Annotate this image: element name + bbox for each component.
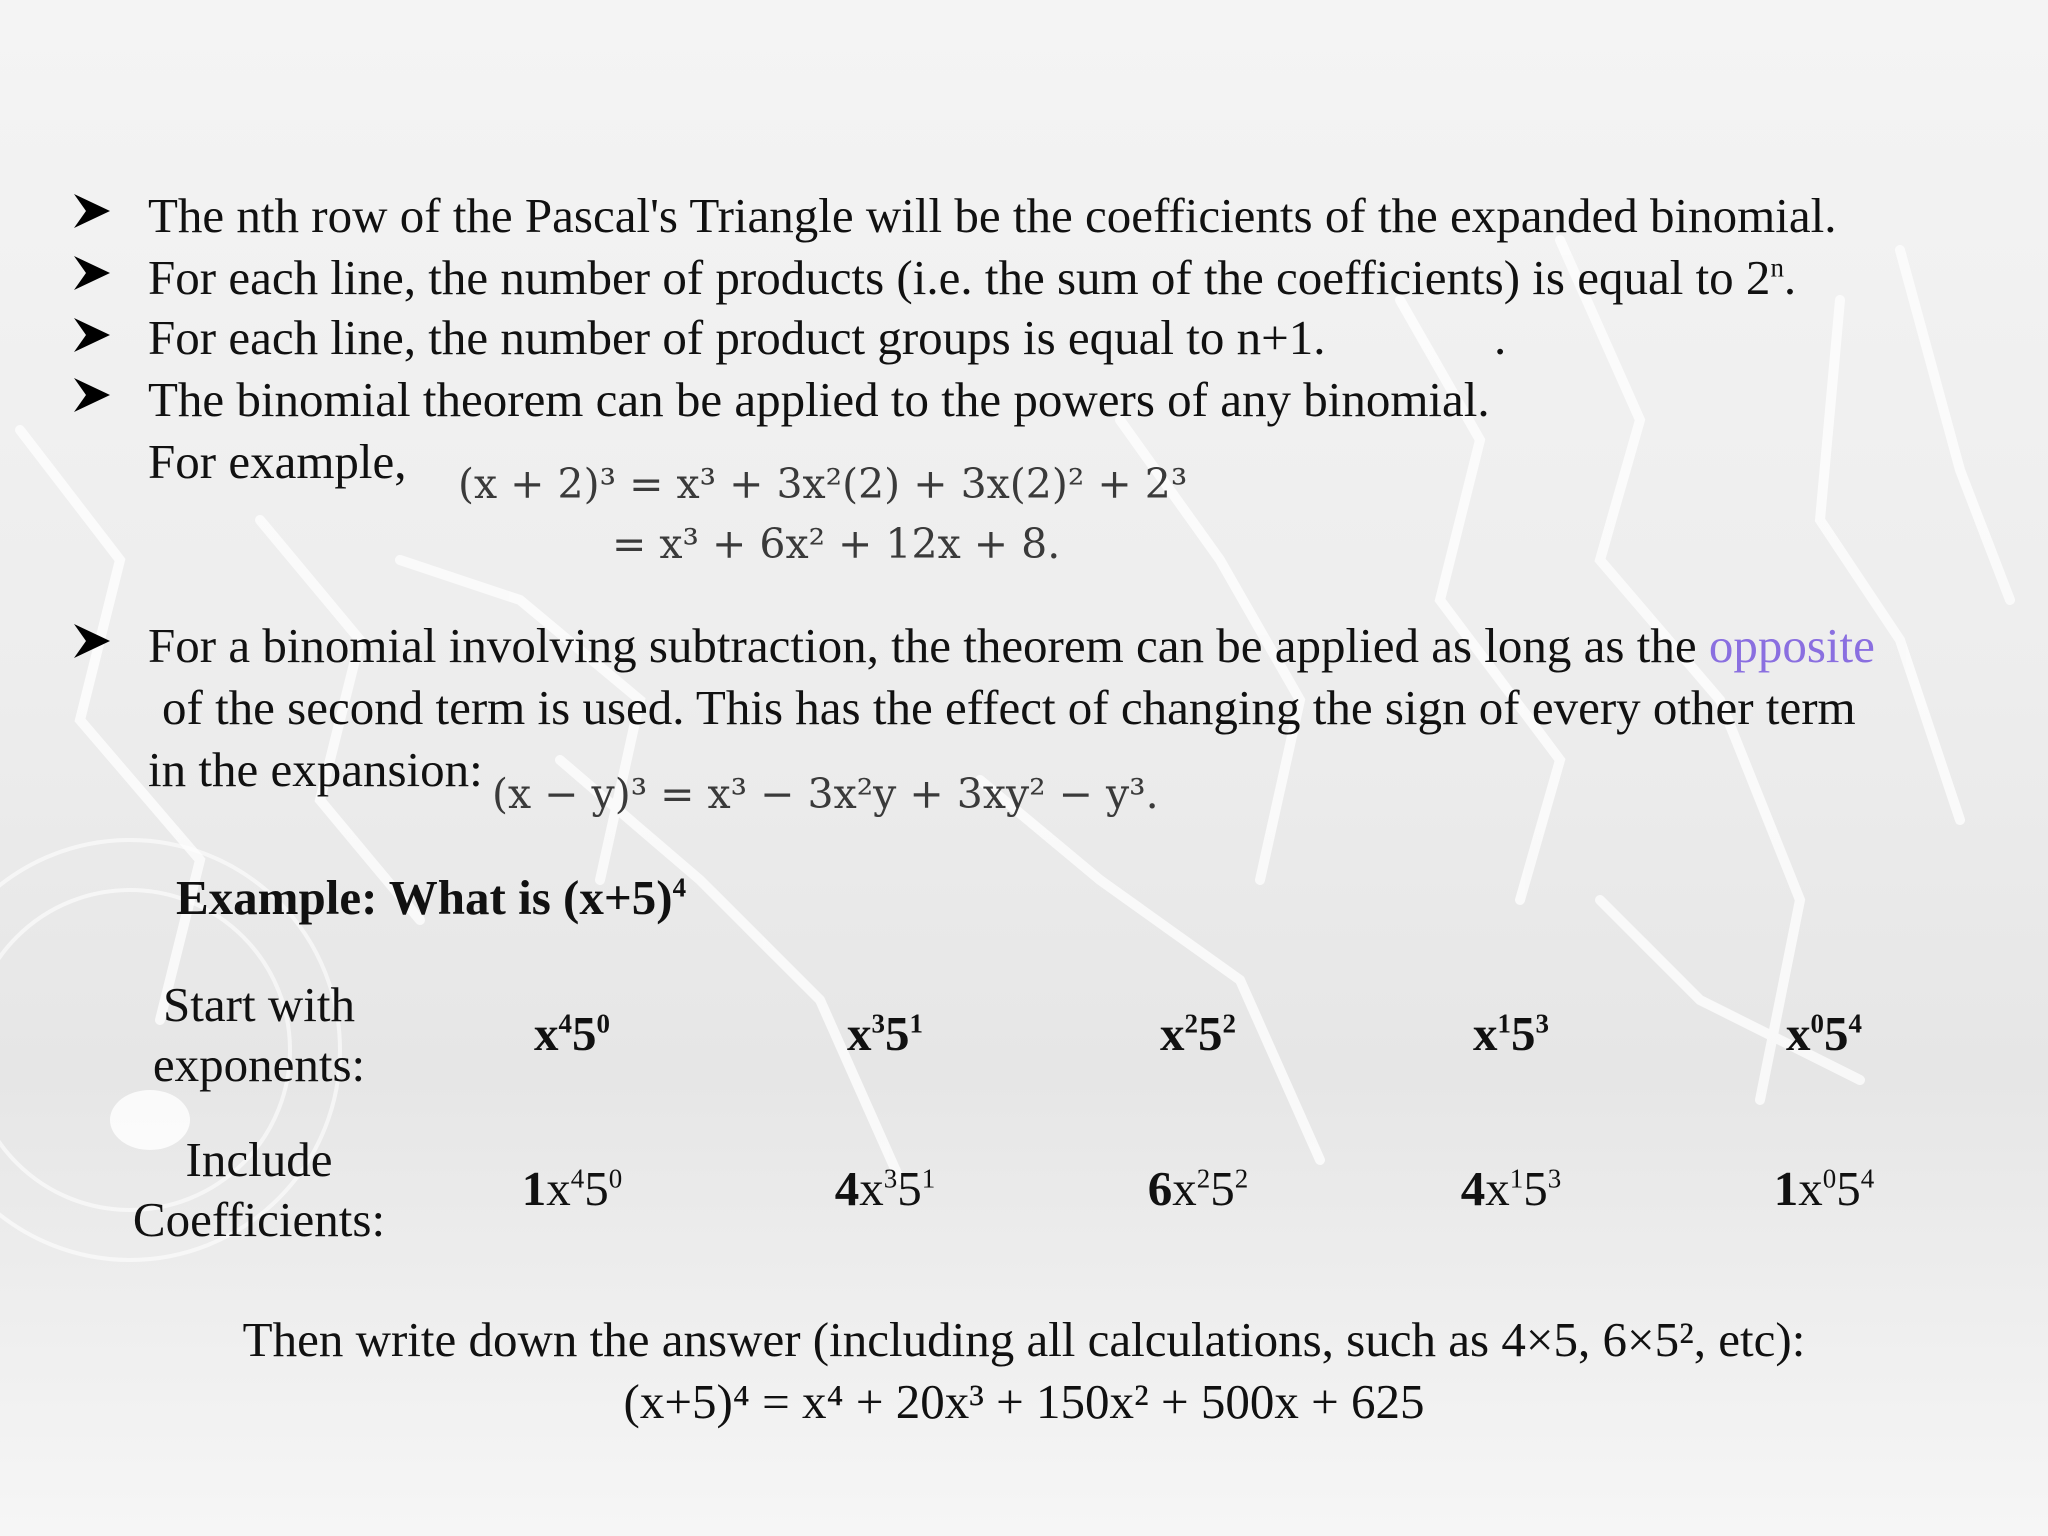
bullet-arrow-icon — [72, 192, 112, 230]
subtraction-text-line-1: For a binomial involving subtraction, the theorem can be applied as long as the opposite — [148, 618, 1875, 673]
subtraction-text-line-3: in the expansion: — [148, 742, 483, 797]
bullet-arrow-icon — [72, 254, 112, 292]
subtraction-text-line-2: of the second term is used. This has the effect of changing the sign of every other term — [162, 680, 1856, 735]
term-cell: $x^35^1$ — [847, 1006, 923, 1061]
answer-expansion: (x+5)⁴ = x⁴ + 20x³ + 150x² + 500x + 625 — [623, 1374, 1425, 1429]
row-label-coefficients: Include Coefficients: — [132, 1132, 386, 1247]
coefficient-cell: $1x^05^4$ — [1773, 1161, 1875, 1216]
coefficient-cell: $4x^15^3$ — [1460, 1161, 1562, 1216]
bullet-1-text: The nth row of the Pascal's Triangle will be the coefficients of the expanded binomial. — [148, 188, 1837, 243]
stray-dot: . — [1494, 310, 1507, 365]
term-cell: $x^45^0$ — [534, 1006, 610, 1061]
coefficient-cell: $6x^25^2$ — [1147, 1161, 1249, 1216]
bullet-arrow-icon — [72, 622, 112, 660]
example-equation-line-1: (x + 2)³ = x³ + 3x²(2) + 3x(2)² + 2³ — [458, 460, 1188, 508]
example-equation-line-2: = x³ + 6x² + 12x + 8. — [612, 520, 1061, 568]
coefficient-cell: $1x^45^0$ — [521, 1161, 623, 1216]
answer-instruction: Then write down the answer (including all calculations, such as 4×5, 6×5², etc): — [242, 1312, 1806, 1367]
example-heading: Example: What is $(x+5)^4$ — [176, 870, 687, 925]
bullet-4-text: The binomial theorem can be applied to the powers of any binomial. — [148, 372, 1490, 427]
bullet-arrow-icon — [72, 316, 112, 354]
term-cell: $x^15^3$ — [1473, 1006, 1549, 1061]
row-label-exponents: Start with exponents: — [152, 977, 366, 1092]
opposite-link[interactable]: opposite — [1708, 618, 1875, 673]
subtraction-equation: (x − y)³ = x³ − 3x²y + 3xy² − y³. — [492, 770, 1159, 818]
bullet-arrow-icon — [72, 376, 112, 414]
bullet-2-text: For each line, the number of products (i.e. the sum of the coefficients) is equal to 2$^n$. — [148, 250, 1797, 305]
coefficient-cell: $4x^35^1$ — [834, 1161, 936, 1216]
example-label: For example, — [148, 434, 407, 489]
term-cell: $x^05^4$ — [1786, 1006, 1862, 1061]
bullet-3-text: For each line, the number of product groups is equal to n+1. — [148, 310, 1326, 365]
term-cell: $x^25^2$ — [1160, 1006, 1236, 1061]
